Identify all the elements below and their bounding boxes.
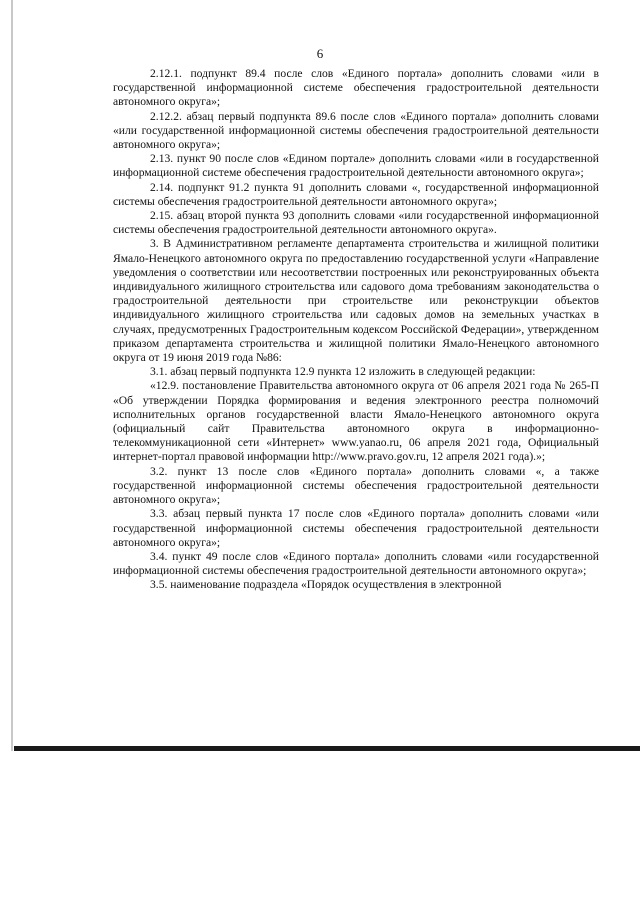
paragraph-3-3: 3.3. абзац первый пункта 17 после слов «Единого портала» дополнить словами «или государственной информационной системы обеспечения градостроительной деятельности автономного округа»; — [113, 507, 599, 549]
paragraph-3-2: 3.2. пункт 13 после слов «Единого портала» дополнить словами «, а также государственной информационной системы обеспечения градостроительной деятельности автономного округа»; — [113, 464, 599, 507]
paragraph-2-15: 2.15. абзац второй пункта 93 дополнить словами «или государственной информационной системы обеспечения градостроительной деятельности автономного округа». — [113, 209, 599, 237]
paragraph-2-13: 2.13. пункт 90 после слов «Едином портале» дополнить словами «или в государственной информационной системе обеспечения градостроительной деятельности автономного округа»; — [113, 152, 599, 180]
document-body — [113, 67, 599, 593]
page-number: 6 — [316, 46, 324, 61]
paragraph-3-5: 3.5. наименование подраздела «Порядок осуществления в электронной — [150, 578, 502, 592]
paragraph-2-14: 2.14. подпункт 91.2 пункта 91 дополнить словами «, государственной информационной системы обеспечения градостроительной деятельности автономного округа»; — [113, 180, 599, 208]
paragraph-3: 3. В Административном регламенте департамента строительства и жилищной политики Ямало-Ненецкого автономного округа по предоставлению государственной услуги «Направление уведомления о соответствии или несоответствии построенных или реконструированных объекта индивидуального жилищного строительства или садового дома требованиям законодательства о градостроительной деятельности при строительстве или реконструкции объектов индивидуального жилищного строительства или садовых домов на земельных участках в случаях, предусмотренных Градостроительным кодексом Российской Федерации», утвержденном приказом департамента строительства и жилищной политики Ямало-Ненецкого автономного округа от 19 июня 2019 года №86: — [113, 237, 599, 365]
scan-bottom-edge — [14, 746, 640, 751]
paragraph-2-12-1: 2.12.1. подпункт 89.4 после слов «Единого портала» дополнить словами «или в государственной информационной системе обеспечения градостроительной деятельности автономного округа»; — [113, 67, 599, 109]
paragraph-12-9-quote: «12.9. постановление Правительства автономного округа от 06 апреля 2021 года № 265-П «Об утверждении Порядка формирования и ведения электронного реестра полномочий исполнительных органов государственной власти Ямало-Ненецкого автономного округа (официальный сайт Правительства автономного округа в информационно-телекоммуникационной сети «Интернет» www.yanao.ru, 06 апреля 2021 года, Официальный интернет-портал правовой информации http://www.pravo.gov.ru, 12 апреля 2021 года).»; — [113, 379, 599, 464]
paragraph-3-4: 3.4. пункт 49 после слов «Единого портала» дополнить словами «или государственной информационной системы обеспечения градостроительной деятельности автономного округа»; — [113, 549, 599, 578]
paragraph-3-1: 3.1. абзац первый подпункта 12.9 пункта 12 изложить в следующей редакции: — [150, 365, 536, 379]
scan-left-edge — [11, 0, 13, 751]
paragraph-2-12-2: 2.12.2. абзац первый подпункта 89.6 после слов «Единого портала» дополнить словами «или государственной информационной системы обеспечения градостроительной деятельности автономного округа»; — [113, 109, 599, 152]
